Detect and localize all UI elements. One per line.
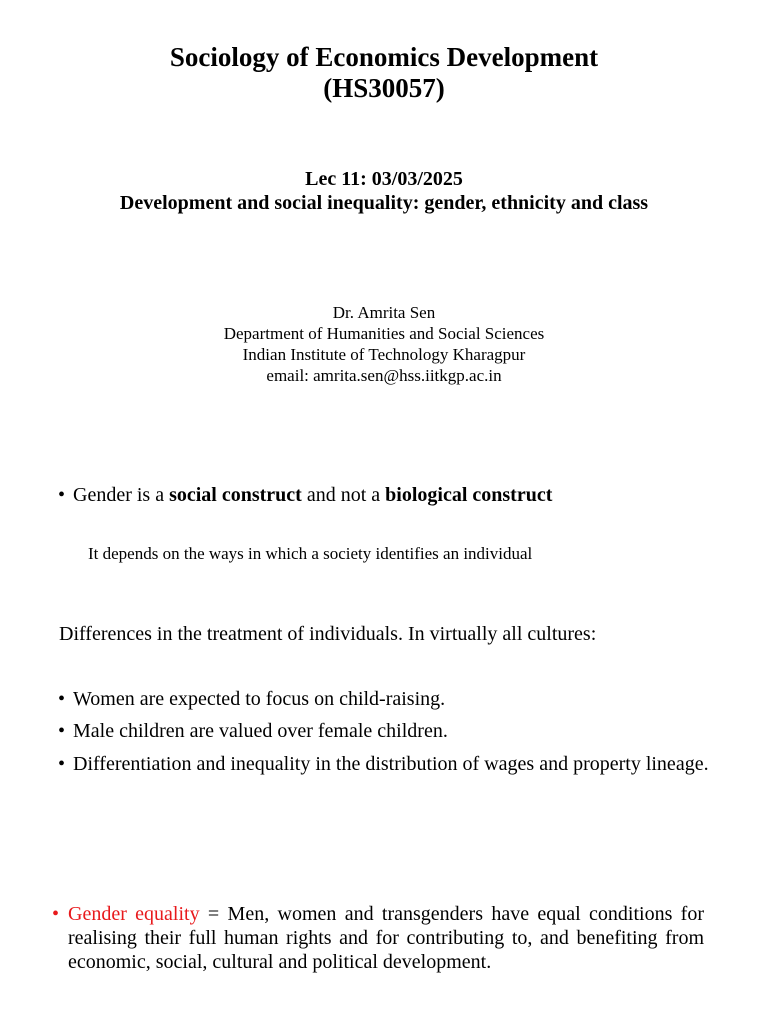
author-department: Department of Humanities and Social Sciences	[223, 324, 545, 343]
list-item	[58, 752, 718, 776]
bullet-text	[58, 483, 738, 507]
lecture-number-date: Lec 11: 03/03/2025	[305, 168, 463, 190]
gender-prefix: Gender is a	[73, 484, 170, 506]
list-item-text: Differentiation and inequality in the distribution of wages and property lineage.	[73, 753, 709, 775]
author-institute: Indian Institute of Technology Kharagpur	[242, 345, 526, 364]
author-email: email: amrita.sen@hss.iitkgp.ac.in	[266, 366, 502, 385]
list-item-text: Women are expected to focus on child-raising.	[73, 688, 446, 710]
differences-intro: Differences in the treatment of individuals. In virtually all cultures:	[59, 623, 597, 645]
bullet-marker: •	[58, 484, 66, 506]
gender-middle: and not a	[301, 484, 386, 506]
author-name: Dr. Amrita Sen	[332, 303, 436, 322]
definition-body: = Men, women and transgenders have equal conditions for realising their full human rights and for contributing to, and benefiting from economic, social, cultural and political development.	[68, 903, 705, 973]
gender-equality-definition	[52, 902, 704, 974]
list-item	[58, 719, 738, 743]
page-title	[0, 42, 768, 104]
course-code: (HS30057)	[323, 73, 445, 103]
bullet-marker: •	[58, 688, 66, 710]
bullet-marker: •	[58, 720, 66, 742]
construct-note: It depends on the ways in which a society identifies an individual	[88, 544, 533, 563]
lecture-heading	[0, 167, 768, 215]
social-construct-term: social construct	[169, 484, 302, 506]
list-item-text: Male children are valued over female children.	[73, 720, 448, 742]
definition-text	[52, 902, 704, 974]
author-block	[0, 302, 768, 386]
gender-equality-term: Gender equality	[68, 903, 200, 925]
bullet-marker: •	[52, 903, 60, 925]
biological-construct-term: biological construct	[385, 484, 553, 506]
gender-construct-bullet	[58, 483, 738, 507]
bullet-marker: •	[58, 753, 66, 775]
course-title: Sociology of Economics Development	[169, 42, 599, 72]
list-item	[58, 687, 738, 711]
lecture-topic: Development and social inequality: gender, ethnicity and class	[119, 192, 649, 214]
